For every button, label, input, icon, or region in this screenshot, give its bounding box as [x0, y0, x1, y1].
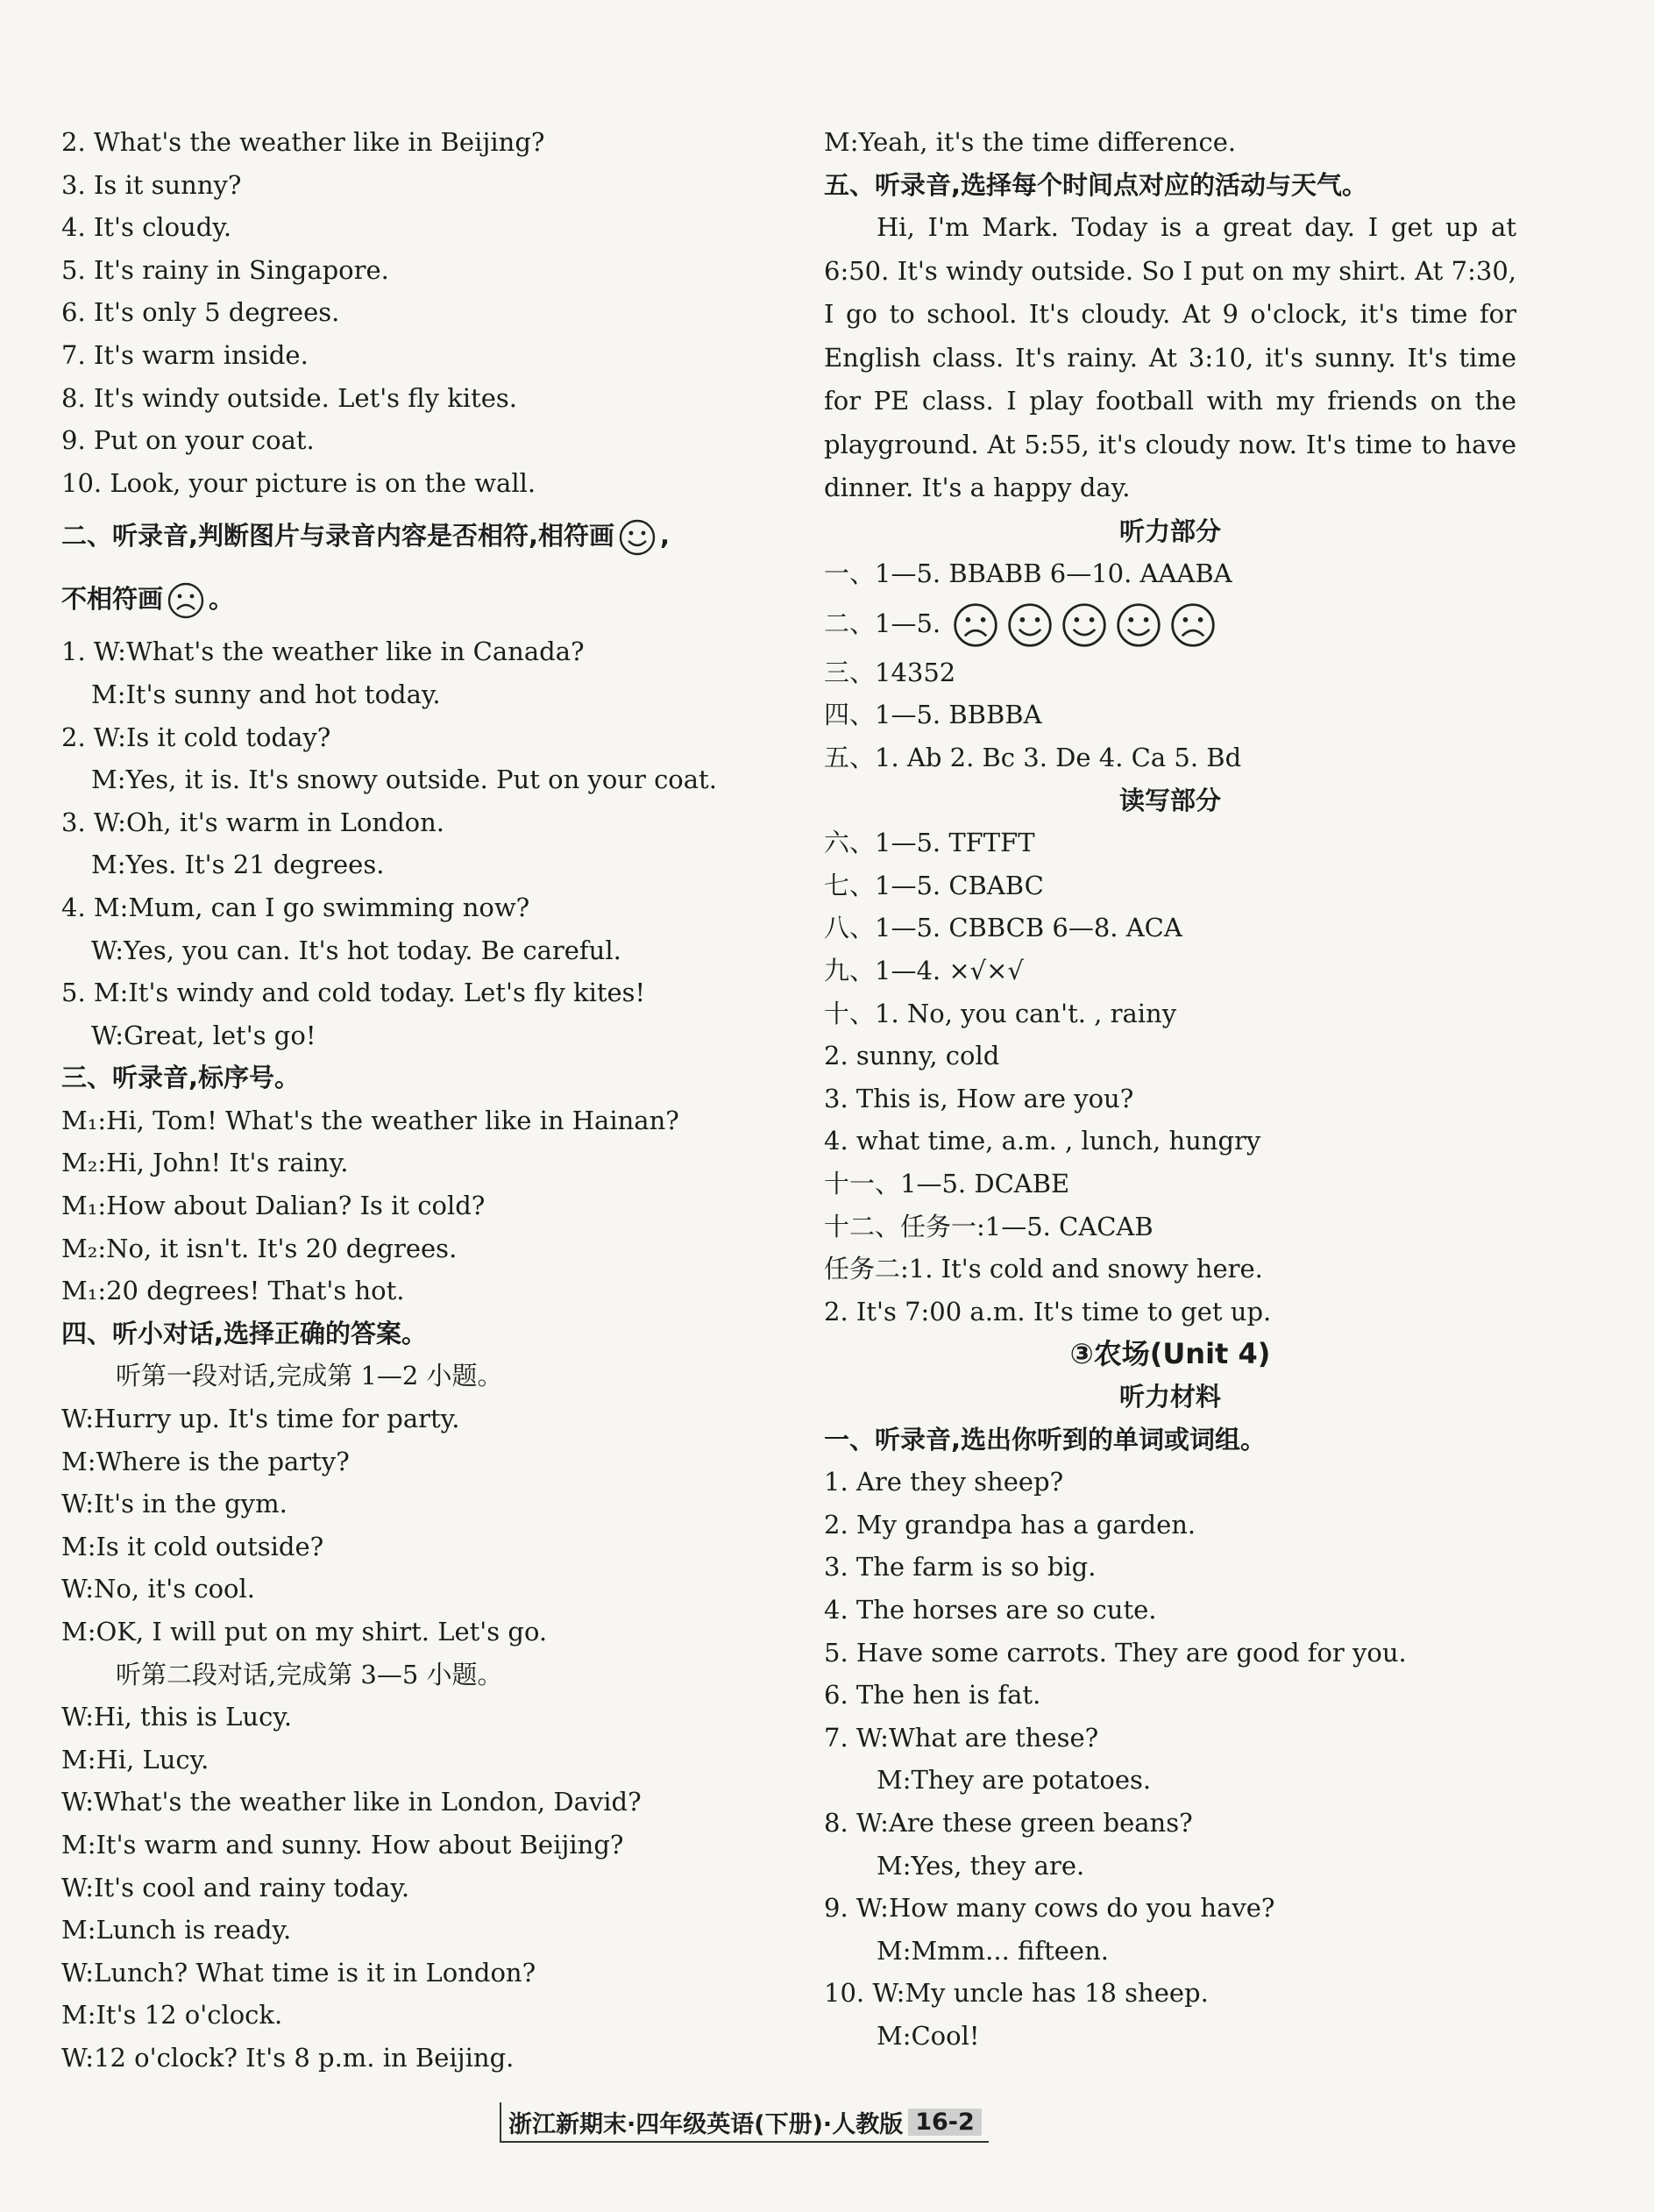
dialog-line: 2. W:Is it cold today? — [61, 722, 331, 752]
section-title-text: 不相符画 — [61, 584, 164, 615]
dialog-line: M:Yes, it is. It's snowy outside. Put on your coat. — [91, 765, 717, 795]
answer-line-faces — [824, 595, 1516, 651]
dialog-line: M:They are potatoes. — [877, 1765, 1152, 1796]
text-line: 5. It's rainy in Singapore. — [61, 254, 389, 285]
answer-line: 任务二:1. It's cold and snowy here. — [824, 1254, 1263, 1284]
dialog-line: M₁:20 degrees! That's hot. — [61, 1276, 405, 1306]
dialog-line: M:Yes, they are. — [877, 1850, 1085, 1881]
dialog-line: M:Hi, Lucy. — [61, 1744, 209, 1775]
list-item: 4. The horses are so cute. — [824, 1594, 1157, 1625]
section-1-title: 一、听录音,选出你听到的单词或词组。 — [824, 1424, 1267, 1455]
text-line: 8. It's windy outside. Let's fly kites. — [61, 382, 517, 413]
dialog-line: W:Lunch? What time is it in London? — [61, 1957, 536, 1988]
dialog-line: W:No, it's cool. — [61, 1574, 255, 1604]
dialog-line: M₁:How about Dalian? Is it cold? — [61, 1191, 486, 1221]
section-4-title: 四、听小对话,选择正确的答案。 — [61, 1318, 428, 1348]
dialog-line: W:Hurry up. It's time for party. — [61, 1404, 460, 1434]
dialog-line: W:What's the weather like in London, David? — [61, 1787, 642, 1817]
sad-face-icon — [952, 601, 999, 649]
answer-line: 3. This is, How are you? — [824, 1083, 1134, 1113]
dialog-line: W:12 o'clock? It's 8 p.m. in Beijing. — [61, 2042, 515, 2073]
text-line: 3. Is it sunny? — [61, 169, 242, 200]
dialog-line: 10. W:My uncle has 18 sheep. — [824, 1978, 1209, 2009]
answer-line: 三、14352 — [824, 657, 956, 687]
dialog-line: M:Is it cold outside? — [61, 1531, 324, 1561]
page-footer — [500, 2102, 989, 2143]
dialog-line: W:Hi, this is Lucy. — [61, 1702, 293, 1732]
material-heading: 听力材料 — [1118, 1381, 1221, 1412]
text-line: 9. Put on your coat. — [61, 425, 315, 456]
dialog-line: M₁:Hi, Tom! What's the weather like in Hainan? — [61, 1105, 679, 1135]
text-line: 6. It's only 5 degrees. — [61, 297, 340, 328]
passage: Hi, I'm Mark. Today is a great day. I get up at 6:50. It's windy outside. So I put on my shirt. At 7:30, I go to school. It's cloudy. At 9 o'clock, it's time for English class. It's rainy. At 3:10, it's sunny. It's time for PE class. I play football with my friends on the playground. At 5:55, it's cloudy now. It's time to have dinner. It's a happy day. — [824, 212, 1516, 503]
dialog-line: M:Cool! — [877, 2020, 980, 2051]
answer-line: 五、1. Ab 2. Bc 3. De 4. Ca 5. Bd — [824, 743, 1242, 773]
dialog-line: 5. M:It's windy and cold today. Let's fly kites! — [61, 978, 646, 1008]
list-item: 3. The farm is so big. — [824, 1552, 1097, 1583]
answer-faces — [948, 608, 1220, 638]
dialog-line: M₂:No, it isn't. It's 20 degrees. — [61, 1233, 458, 1263]
text-line: 10. Look, your picture is on the wall. — [61, 467, 536, 498]
happy-face-icon — [1115, 601, 1162, 649]
dialog-line: M:Yes. It's 21 degrees. — [91, 850, 385, 880]
answer-prefix: 二、1—5. — [824, 608, 941, 638]
section-2-title — [61, 504, 789, 567]
unit-title: ③农场(Unit 4) — [1069, 1337, 1271, 1371]
happy-face-icon — [1061, 601, 1108, 649]
happy-face-icon — [618, 518, 657, 557]
text-line: 7. It's warm inside. — [61, 339, 309, 370]
list-item: 1. Are they sheep? — [824, 1467, 1064, 1497]
listening-heading: 听力部分 — [1118, 516, 1221, 546]
list-item: 5. Have some carrots. They are good for you. — [824, 1637, 1407, 1668]
dialog-line: W:Yes, you can. It's hot today. Be careful. — [91, 935, 621, 965]
dialog-intro: 听第二段对话,完成第 3—5 小题。 — [116, 1659, 503, 1689]
answer-line: 2. It's 7:00 a.m. It's time to get up. — [824, 1296, 1272, 1326]
answer-line: 四、1—5. BBBBA — [824, 700, 1042, 730]
list-item: 6. The hen is fat. — [824, 1680, 1041, 1711]
dialog-line: W:It's cool and rainy today. — [61, 1872, 410, 1903]
section-title-text: 二、听录音,判断图片与录音内容是否相符,相符画 — [61, 521, 615, 551]
sad-face-icon — [1169, 601, 1217, 649]
book-title: 浙江新期末·四年级英语(下册)·人教版 — [508, 2110, 904, 2138]
dialog-line: M:It's 12 o'clock. — [61, 2000, 283, 2031]
dialog-line: M:It's warm and sunny. How about Beijing? — [61, 1829, 624, 1860]
answer-line: 十二、任务一:1—5. CACAB — [824, 1211, 1154, 1241]
section-5-title: 五、听录音,选择每个时间点对应的活动与天气。 — [824, 169, 1368, 200]
section-title-text: 。 — [209, 584, 235, 615]
dialog-line: 4. M:Mum, can I go swimming now? — [61, 892, 530, 922]
answer-line: 2. sunny, cold — [824, 1041, 1000, 1071]
answer-line: 六、1—5. TFTFT — [824, 828, 1035, 858]
dialog-line: 9. W:How many cows do you have? — [824, 1893, 1275, 1924]
dialog-line: M:Lunch is ready. — [61, 1915, 292, 1945]
reading-writing-heading: 读写部分 — [1118, 785, 1221, 815]
right-column — [824, 121, 1516, 2057]
page-number: 16-2 — [908, 2109, 982, 2136]
answer-line: 七、1—5. CBABC — [824, 870, 1044, 900]
sad-face-icon — [167, 581, 205, 620]
happy-face-icon — [1006, 601, 1054, 649]
dialog-intro: 听第一段对话,完成第 1—2 小题。 — [116, 1361, 503, 1391]
dialog-line: M:OK, I will put on my shirt. Let's go. — [61, 1617, 548, 1647]
dialog-line: W:It's in the gym. — [61, 1489, 287, 1519]
dialog-line: M:Mmm... fifteen. — [877, 1935, 1109, 1966]
answer-line: 九、1—4. ×√×√ — [824, 956, 1024, 986]
dialog-line: M:Where is the party? — [61, 1446, 350, 1476]
answer-line: 一、1—5. BBABB 6—10. AAABA — [824, 558, 1232, 589]
answer-line: 4. what time, a.m. , lunch, hungry — [824, 1126, 1261, 1156]
answer-line: 八、1—5. CBBCB 6—8. ACA — [824, 913, 1182, 943]
list-item: 2. My grandpa has a garden. — [824, 1509, 1196, 1540]
answer-line: 十一、1—5. DCABE — [824, 1169, 1070, 1198]
dialog-line: 3. W:Oh, it's warm in London. — [61, 807, 445, 837]
dialog-line: M:It's sunny and hot today. — [91, 679, 441, 709]
dialog-line: 8. W:Are these green beans? — [824, 1807, 1193, 1838]
dialog-line: M₂:Hi, John! It's rainy. — [61, 1148, 349, 1178]
answer-line: 十、1. No, you can't. , rainy — [824, 998, 1177, 1028]
text-line: 4. It's cloudy. — [61, 212, 232, 243]
section-2-title-continued — [61, 567, 789, 630]
dialog-line: W:Great, let's go! — [91, 1020, 316, 1050]
section-3-title: 三、听录音,标序号。 — [61, 1063, 301, 1093]
text-line: 2. What's the weather like in Beijing? — [61, 127, 545, 157]
dialog-line: 7. W:What are these? — [824, 1722, 1099, 1753]
left-column — [61, 121, 789, 2080]
section-title-text: , — [660, 521, 671, 551]
dialog-line: M:Yeah, it's the time difference. — [824, 127, 1237, 157]
dialog-line: 1. W:What's the weather like in Canada? — [61, 637, 585, 667]
